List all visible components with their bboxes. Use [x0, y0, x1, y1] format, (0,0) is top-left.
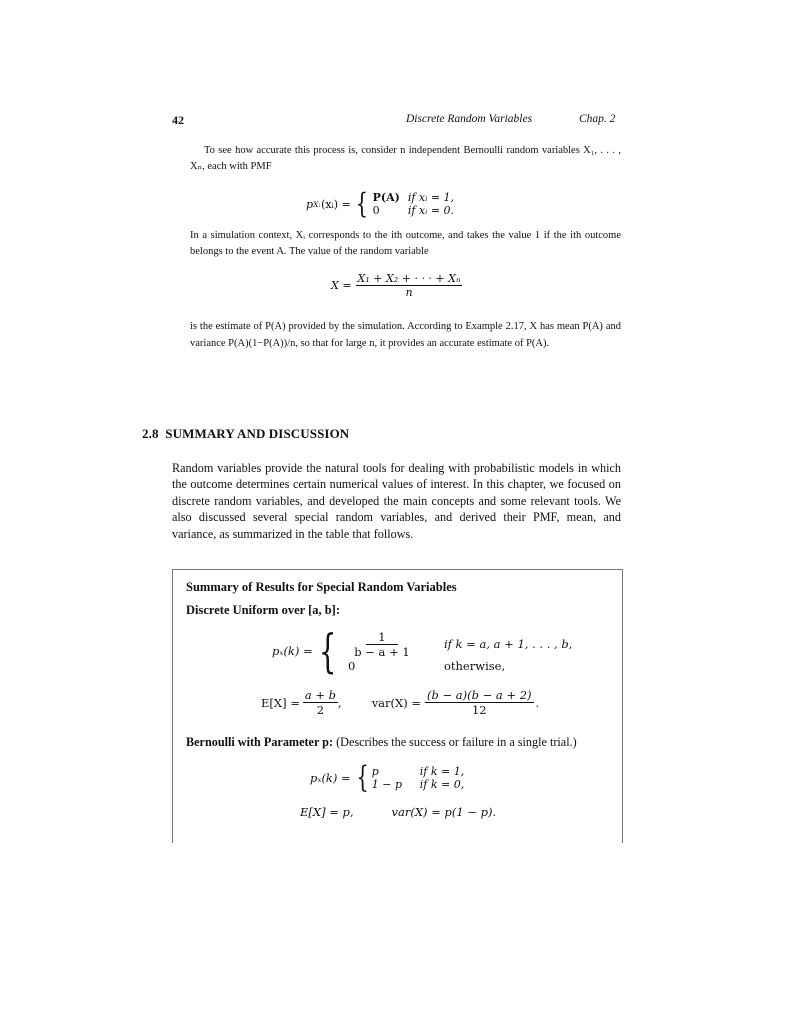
x-eq-fraction: [356, 272, 463, 299]
bernoulli-cases: [372, 765, 472, 791]
pmf-cases: [373, 191, 462, 217]
x-eq-lhs: X =: [331, 279, 352, 292]
bernoulli-case2-val: 1 − p: [371, 778, 403, 791]
uniform-cases: [342, 630, 572, 673]
uniform-mean-frac: [303, 688, 338, 717]
x-eq-den: n: [405, 286, 413, 299]
bernoulli-pmf-lhs: pₓ(k) =: [310, 771, 351, 785]
pmf-equation: [306, 187, 462, 220]
bernoulli-var: var(X) = p(1 − p).: [391, 805, 497, 819]
uniform-case2-val: 0: [347, 658, 356, 673]
uniform-var-num: (b − a)(b − a + 2): [427, 688, 532, 702]
uniform-var-lhs: var(X) =: [371, 695, 421, 710]
bernoulli-heading: Bernoulli with Parameter p:: [186, 735, 334, 749]
section-title: SUMMARY AND DISCUSSION: [165, 426, 350, 441]
pmf-lhs-sub: Xᵢ: [313, 199, 321, 209]
uniform-var-den: 12: [471, 703, 487, 717]
uniform-brace: {: [318, 624, 337, 678]
bernoulli-case1-cond: if k = 1,: [419, 765, 465, 778]
uniform-frac-den: b − a + 1: [354, 644, 410, 659]
pmf-arg: (xᵢ) =: [321, 197, 351, 211]
uniform-mean-comma: ,: [338, 695, 342, 710]
uniform-pmf-lhs: pₓ(k) =: [272, 644, 313, 658]
pmf-case2-val: 0: [372, 204, 380, 217]
uniform-heading: Discrete Uniform over [a, b]:: [186, 603, 341, 617]
bernoulli-brace: {: [356, 760, 369, 795]
x-equation: [331, 272, 462, 299]
bernoulli-case1-val: p: [371, 765, 379, 778]
bernoulli-mean: E[X] = p,: [300, 805, 354, 819]
x-eq-num: X₁ + X₂ + · · · + Xₙ: [357, 272, 461, 285]
uniform-frac-num: 1: [366, 630, 397, 645]
bernoulli-case2-cond: if k = 0,: [419, 778, 465, 791]
uniform-mean-lhs: E[X] =: [261, 695, 300, 710]
estimate-paragraph: is the estimate of P(A) provided by the simulation. According to Example 2.17, X has mean P(A) and variance P(A)(1−P(A))/n, so that for large n, it provides an accurate estimate of P(A).: [190, 321, 621, 349]
section-heading: [142, 426, 349, 442]
chapter-label: Chap. 2: [579, 113, 616, 125]
simulation-paragraph: In a simulation context, Xᵢ corresponds to the ith outcome, and takes the value 1 if the ith outcome belongs to the event A. The value of the random variable: [190, 230, 621, 257]
uniform-pmf: [272, 624, 573, 678]
uniform-moments: [261, 688, 539, 717]
uniform-case1-cond: if k = a, a + 1, . . . , b,: [443, 637, 573, 651]
uniform-mean-den: 2: [316, 703, 325, 717]
summary-paragraph: Random variables provide the natural tools for dealing with probabilistic models in which the outcome determines certain numerical values of interest. In this chapter, we focused on discrete random variables, and developed the main concepts and some relevant tools. We also discussed several special random variables, and derived their PMF, mean, and variance, as summarized in the table that follows.: [172, 461, 621, 541]
uniform-var-period: .: [535, 695, 540, 710]
pmf-case1-cond: if xᵢ = 1,: [407, 191, 455, 204]
box-title: Summary of Results for Special Random Variables: [186, 580, 457, 594]
uniform-var-frac: [425, 688, 534, 717]
uniform-frac: [342, 630, 422, 659]
uniform-case2-cond: otherwise,: [443, 658, 506, 673]
bernoulli-pmf: [310, 760, 472, 795]
intro-paragraph: To see how accurate this process is, consider n independent Bernoulli random variables X₁, . . . , Xₙ, each with PMF: [190, 145, 621, 172]
pmf-lhs: p: [306, 197, 314, 211]
pmf-case2-cond: if xᵢ = 0.: [407, 204, 455, 217]
uniform-mean-num: a + b: [304, 688, 337, 702]
page-number: 42: [172, 113, 184, 127]
pmf-brace: {: [355, 187, 368, 220]
bernoulli-desc: (Describes the success or failure in a single trial.): [336, 735, 577, 749]
bernoulli-block: [186, 734, 611, 750]
bernoulli-moments: [300, 805, 496, 819]
pmf-case1-val: P(A): [372, 191, 400, 204]
chapter-title: Discrete Random Variables: [406, 113, 533, 125]
section-number: 2.8: [142, 426, 159, 441]
